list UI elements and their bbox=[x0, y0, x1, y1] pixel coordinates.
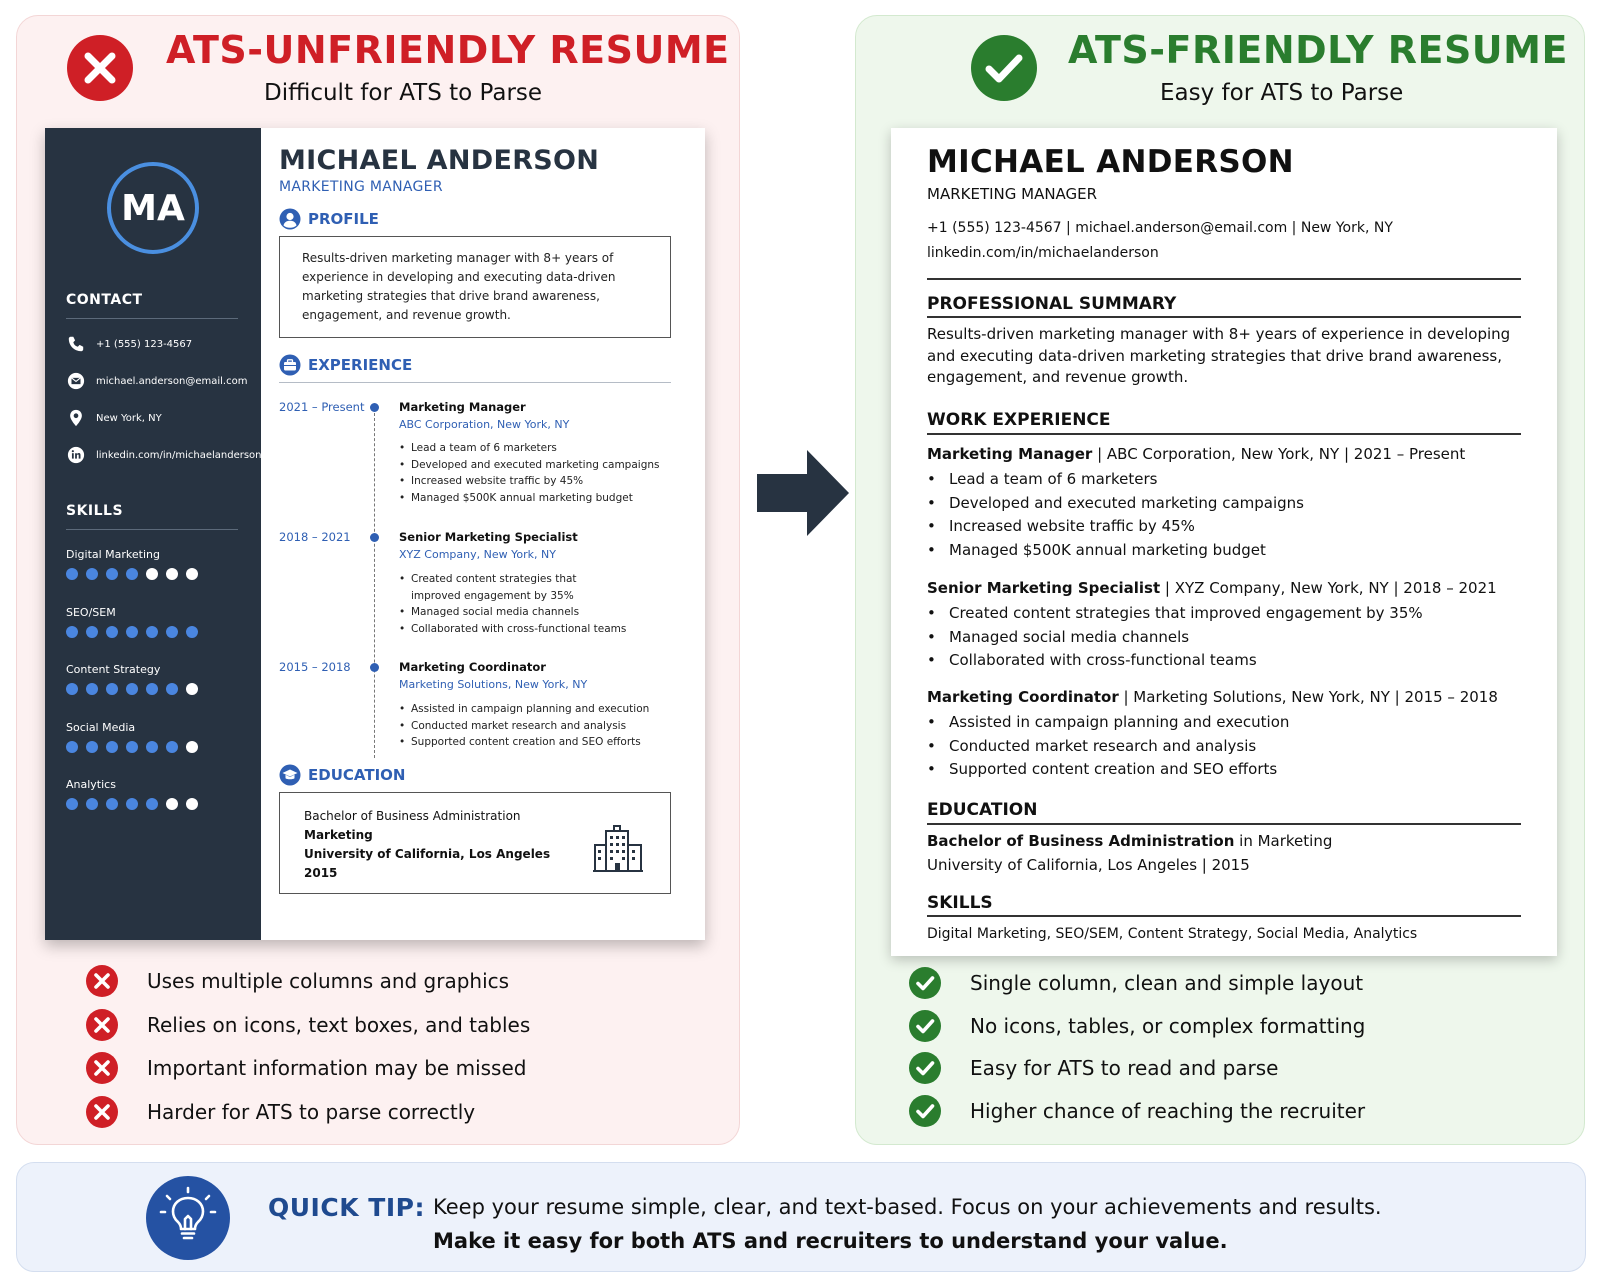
rating-dot bbox=[66, 626, 78, 638]
quick-tip-line-1: Keep your resume simple, clear, and text-based. Focus on your achievements and results. bbox=[433, 1195, 1382, 1219]
arrow-right-icon bbox=[755, 448, 851, 538]
unfriendly-title: ATS-UNFRIENDLY RESUME bbox=[166, 28, 730, 72]
list-item-text: Harder for ATS to parse correctly bbox=[147, 1099, 476, 1124]
rating-dot bbox=[186, 626, 198, 638]
skills-line: Digital Marketing, SEO/SEM, Content Strategy, Social Media, Analytics bbox=[927, 926, 1418, 942]
rating-dot bbox=[66, 568, 78, 580]
rating-dot bbox=[146, 741, 158, 753]
job-title: Marketing Coordinator bbox=[399, 660, 546, 674]
rating-dot bbox=[126, 568, 138, 580]
graduation-cap-icon bbox=[279, 764, 301, 786]
linkedin-line: linkedin.com/in/michaelanderson bbox=[927, 245, 1159, 261]
rating-dot bbox=[66, 798, 78, 810]
work-heading: WORK EXPERIENCE bbox=[927, 410, 1111, 430]
divider bbox=[927, 433, 1521, 435]
x-circle-icon bbox=[85, 1051, 119, 1085]
list-item bbox=[908, 1051, 1278, 1085]
list-item bbox=[85, 1051, 526, 1085]
quick-tip-banner bbox=[16, 1162, 1586, 1272]
unfriendly-subtitle: Difficult for ATS to Parse bbox=[264, 80, 543, 106]
rating-dot bbox=[86, 741, 98, 753]
quick-tip-line-2: Make it easy for both ATS and recruiters to understand your value. bbox=[433, 1229, 1228, 1253]
divider bbox=[279, 382, 671, 383]
list-item: • Lead a team of 6 marketers bbox=[399, 440, 669, 457]
contact-heading: CONTACT bbox=[66, 292, 143, 308]
check-circle-icon bbox=[908, 1009, 942, 1043]
education-heading: EDUCATION bbox=[927, 800, 1038, 820]
job-company: Marketing Solutions, New York, NY bbox=[399, 678, 588, 691]
list-item bbox=[85, 964, 509, 998]
list-item: • Supported content creation and SEO efforts bbox=[927, 758, 1289, 782]
contact-email: michael.anderson@email.com bbox=[66, 371, 247, 391]
quick-tip-label: QUICK TIP: bbox=[268, 1193, 425, 1222]
resume-role: MARKETING MANAGER bbox=[279, 179, 443, 195]
list-item: • Collaborated with cross-functional teams bbox=[927, 649, 1423, 673]
rating-dot bbox=[86, 798, 98, 810]
list-item-text: Important information may be missed bbox=[147, 1056, 527, 1080]
divider bbox=[66, 318, 238, 319]
list-item-text: No icons, tables, or complex formatting bbox=[970, 1013, 1366, 1038]
resume-main-column bbox=[261, 128, 705, 940]
job-title: Senior Marketing Specialist bbox=[399, 530, 578, 544]
skill-name: Content Strategy bbox=[66, 663, 161, 676]
rating-dot bbox=[106, 626, 118, 638]
rating-dot bbox=[86, 683, 98, 695]
degree-line: Bachelor of Business Administration in Marketing bbox=[927, 832, 1333, 850]
divider bbox=[927, 823, 1521, 825]
x-circle-icon bbox=[66, 34, 134, 102]
rating-dot bbox=[86, 626, 98, 638]
divider bbox=[927, 278, 1521, 280]
job-line: Marketing Manager | ABC Corporation, New York, NY | 2021 – Present bbox=[927, 445, 1466, 463]
contact-phone: +1 (555) 123-4567 bbox=[66, 334, 192, 354]
rating-dot bbox=[166, 626, 178, 638]
list-item bbox=[908, 1009, 1365, 1043]
friendly-title: ATS-FRIENDLY RESUME bbox=[1068, 28, 1568, 72]
list-item-text: Higher chance of reaching the recruiter bbox=[970, 1098, 1366, 1123]
divider bbox=[927, 915, 1521, 917]
job-bullets bbox=[927, 468, 1304, 562]
summary-heading: PROFESSIONAL SUMMARY bbox=[927, 294, 1177, 314]
job-bullets bbox=[399, 440, 669, 506]
rating-dot bbox=[126, 683, 138, 695]
location-pin-icon bbox=[66, 408, 86, 428]
timeline-dot bbox=[370, 533, 379, 542]
timeline-dot bbox=[370, 403, 379, 412]
user-icon bbox=[279, 208, 301, 230]
list-item: • Created content strategies that improved engagement by 35% bbox=[927, 602, 1423, 626]
list-item bbox=[85, 1008, 530, 1042]
skill-rating bbox=[66, 798, 206, 810]
divider bbox=[927, 316, 1521, 318]
skills-heading: SKILLS bbox=[66, 503, 124, 519]
experience-heading: EXPERIENCE bbox=[279, 354, 412, 376]
rating-dot bbox=[166, 683, 178, 695]
list-item: • Managed social media channels bbox=[399, 604, 629, 621]
x-circle-icon bbox=[85, 964, 119, 998]
rating-dot bbox=[66, 683, 78, 695]
job-title: Marketing Manager bbox=[399, 400, 526, 414]
unfriendly-resume-card bbox=[45, 128, 705, 940]
skill-rating bbox=[66, 683, 206, 695]
rating-dot bbox=[166, 741, 178, 753]
list-item bbox=[908, 966, 1363, 1000]
timeline-dot bbox=[370, 663, 379, 672]
skill-rating bbox=[66, 741, 206, 753]
profile-text-box: Results-driven marketing manager with 8+ years of experience in developing and executing data-driven marketing strategies that drive brand awareness, engagement, and revenue growth. bbox=[279, 236, 671, 338]
resume-name: MICHAEL ANDERSON bbox=[279, 145, 600, 176]
email-icon bbox=[66, 371, 86, 391]
list-item-text: Uses multiple columns and graphics bbox=[147, 969, 510, 993]
job-bullets bbox=[927, 602, 1423, 673]
list-item: • Collaborated with cross-functional teams bbox=[399, 621, 629, 638]
job-bullets bbox=[927, 711, 1289, 782]
job-company: ABC Corporation, New York, NY bbox=[399, 418, 570, 431]
job-line: Marketing Coordinator | Marketing Solutions, New York, NY | 2015 – 2018 bbox=[927, 688, 1498, 706]
briefcase-icon bbox=[279, 354, 301, 376]
list-item: • Developed and executed marketing campaigns bbox=[399, 457, 669, 474]
list-item: • Lead a team of 6 marketers bbox=[927, 468, 1304, 492]
friendly-subtitle: Easy for ATS to Parse bbox=[1160, 80, 1404, 106]
rating-dot bbox=[186, 798, 198, 810]
rating-dot bbox=[186, 568, 198, 580]
list-item-text: Single column, clean and simple layout bbox=[970, 971, 1364, 995]
divider bbox=[66, 529, 238, 530]
avatar-monogram: MA bbox=[107, 162, 199, 254]
rating-dot bbox=[166, 798, 178, 810]
rating-dot bbox=[66, 741, 78, 753]
rating-dot bbox=[146, 683, 158, 695]
education-text-box: Bachelor of Business Administration Marketing University of California, Los Angeles 2015 bbox=[279, 792, 671, 894]
lightbulb-icon bbox=[145, 1175, 231, 1261]
rating-dot bbox=[106, 683, 118, 695]
resume-name: MICHAEL ANDERSON bbox=[927, 144, 1294, 180]
list-item: • Created content strategies that improved engagement by 35% bbox=[399, 571, 629, 604]
contact-linkedin: linkedin.com/in/michaelanderson bbox=[66, 445, 262, 465]
rating-dot bbox=[166, 568, 178, 580]
skill-rating bbox=[66, 626, 206, 638]
job-line: Senior Marketing Specialist | XYZ Company, New York, NY | 2018 – 2021 bbox=[927, 579, 1497, 597]
rating-dot bbox=[106, 798, 118, 810]
friendly-resume-card bbox=[891, 128, 1557, 956]
list-item bbox=[908, 1094, 1365, 1128]
timeline-line bbox=[374, 408, 375, 758]
rating-dot bbox=[186, 683, 198, 695]
contact-line: +1 (555) 123-4567 | michael.anderson@email.com | New York, NY bbox=[927, 220, 1393, 236]
check-circle-icon bbox=[970, 34, 1038, 102]
list-item bbox=[85, 1095, 475, 1129]
list-item: • Managed $500K annual marketing budget bbox=[399, 490, 669, 507]
rating-dot bbox=[146, 798, 158, 810]
list-item: • Supported content creation and SEO efforts bbox=[399, 734, 669, 751]
linkedin-icon bbox=[66, 445, 86, 465]
rating-dot bbox=[106, 568, 118, 580]
contact-location: New York, NY bbox=[66, 408, 162, 428]
check-circle-icon bbox=[908, 1094, 942, 1128]
summary-text: Results-driven marketing manager with 8+ years of experience in developing and executing data-driven marketing strategies that drive brand awareness, engagement, and revenue growth. bbox=[927, 325, 1511, 386]
skill-name: Digital Marketing bbox=[66, 548, 160, 561]
rating-dot bbox=[126, 798, 138, 810]
job-dates: 2018 – 2021 bbox=[279, 530, 351, 544]
building-icon bbox=[592, 823, 644, 875]
rating-dot bbox=[146, 568, 158, 580]
skill-rating bbox=[66, 568, 206, 580]
resume-role: MARKETING MANAGER bbox=[927, 185, 1098, 203]
rating-dot bbox=[126, 626, 138, 638]
list-item: • Increased website traffic by 45% bbox=[927, 515, 1304, 539]
list-item: • Assisted in campaign planning and execution bbox=[399, 701, 669, 718]
check-circle-icon bbox=[908, 966, 942, 1000]
list-item: • Developed and executed marketing campaigns bbox=[927, 492, 1304, 516]
skill-name: Analytics bbox=[66, 778, 116, 791]
job-bullets bbox=[399, 571, 629, 637]
rating-dot bbox=[86, 568, 98, 580]
list-item: • Conducted market research and analysis bbox=[399, 718, 669, 735]
job-company: XYZ Company, New York, NY bbox=[399, 548, 556, 561]
list-item: • Increased website traffic by 45% bbox=[399, 473, 669, 490]
list-item: • Managed social media channels bbox=[927, 626, 1423, 650]
check-circle-icon bbox=[908, 1051, 942, 1085]
job-dates: 2021 – Present bbox=[279, 400, 365, 414]
x-circle-icon bbox=[85, 1095, 119, 1129]
list-item-text: Easy for ATS to read and parse bbox=[970, 1056, 1279, 1080]
list-item: • Conducted market research and analysis bbox=[927, 735, 1289, 759]
list-item: • Assisted in campaign planning and execution bbox=[927, 711, 1289, 735]
x-circle-icon bbox=[85, 1008, 119, 1042]
profile-heading: PROFILE bbox=[279, 208, 379, 230]
list-item: • Managed $500K annual marketing budget bbox=[927, 539, 1304, 563]
resume-sidebar bbox=[45, 128, 261, 940]
skill-name: SEO/SEM bbox=[66, 605, 116, 619]
skill-name: Social Media bbox=[66, 720, 136, 734]
rating-dot bbox=[106, 741, 118, 753]
job-dates: 2015 – 2018 bbox=[279, 660, 351, 674]
skills-heading: SKILLS bbox=[927, 893, 993, 913]
job-bullets bbox=[399, 701, 669, 751]
education-heading: EDUCATION bbox=[279, 764, 405, 786]
rating-dot bbox=[186, 741, 198, 753]
list-item-text: Relies on icons, text boxes, and tables bbox=[147, 1012, 531, 1037]
school-line: University of California, Los Angeles | 2015 bbox=[927, 856, 1250, 874]
rating-dot bbox=[146, 626, 158, 638]
rating-dot bbox=[126, 741, 138, 753]
phone-icon bbox=[66, 334, 86, 354]
